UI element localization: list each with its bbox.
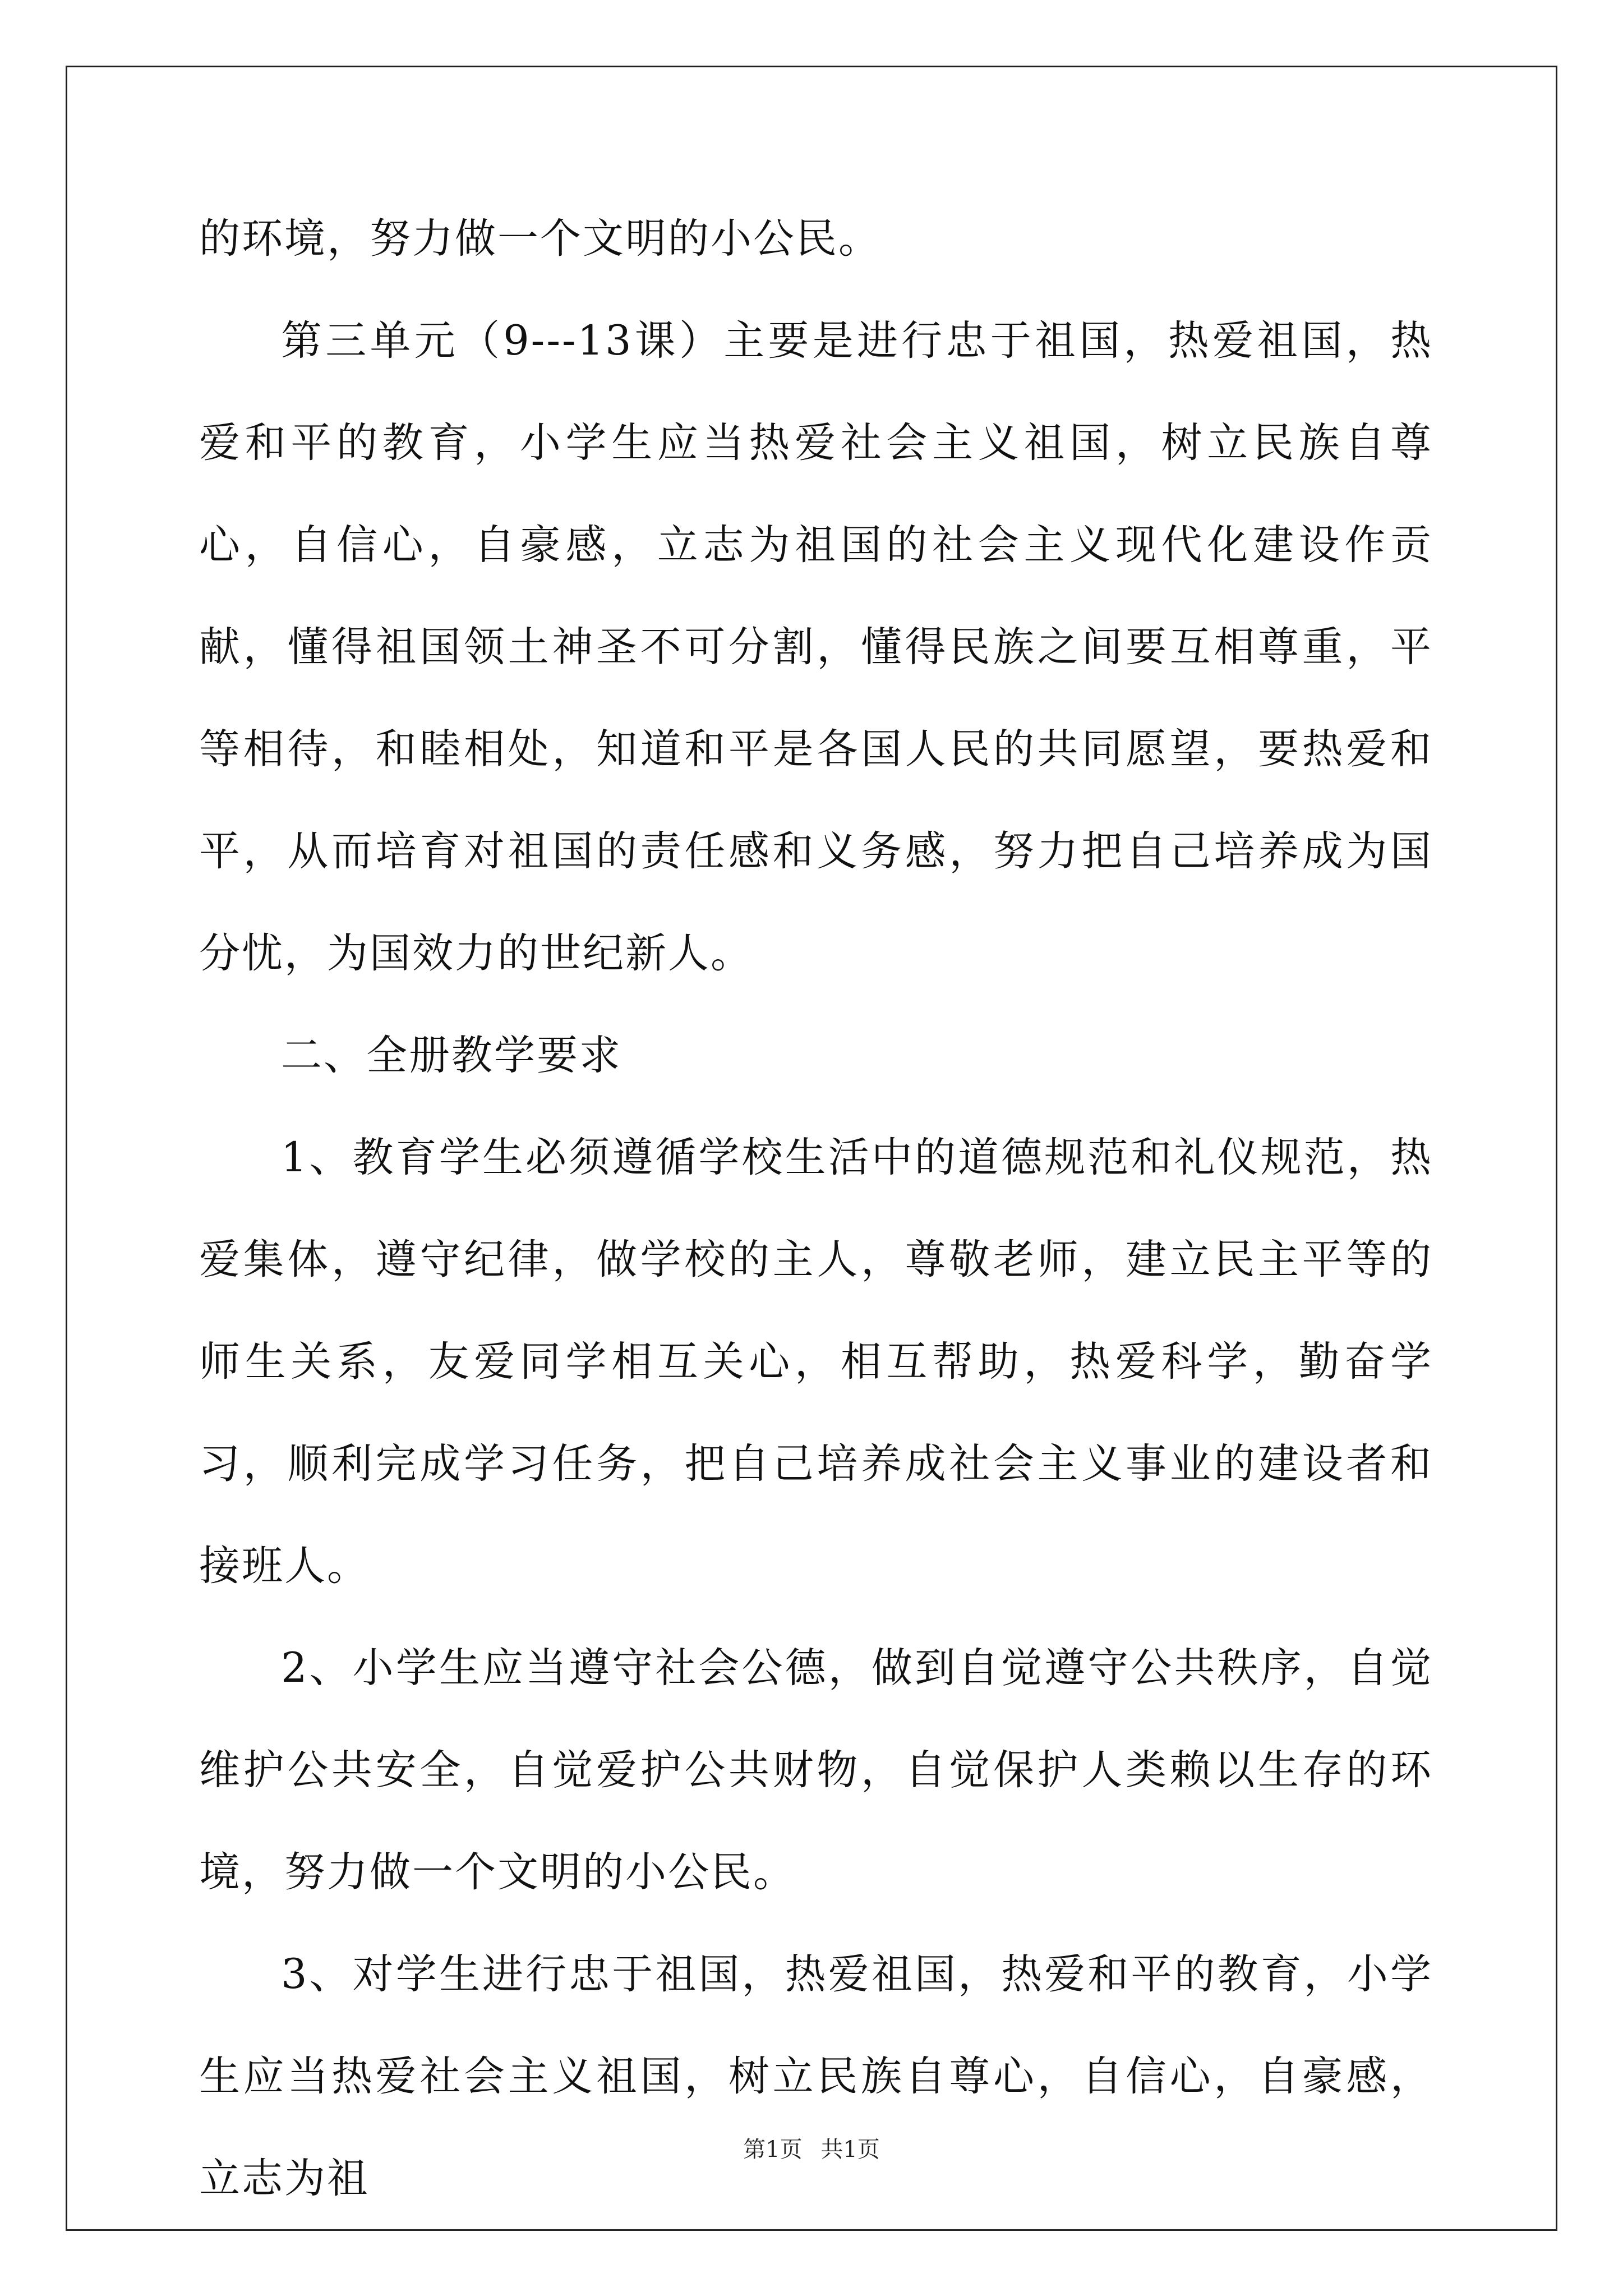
document-body bbox=[199, 188, 1433, 2230]
page-total: 共1页 bbox=[820, 2137, 880, 2162]
paragraph-requirement-1: 1、教育学生必须遵循学校生活中的道德规范和礼仪规范，热爱集体，遵守纪律，做学校的主人，尊敬老师，建立民主平等的师生关系，友爱同学相互关心，相互帮助，热爱科学，勤奋学习，顺利完成学习任务，把自己培养成社会主义事业的建设者和接班人。 bbox=[199, 1134, 1433, 1590]
paragraph-unit-three: 第三单元（9---13课）主要是进行忠于祖国，热爱祖国，热爱和平的教育，小学生应当热爱社会主义祖国，树立民族自尊心，自信心，自豪感，立志为祖国的社会主义现代化建设作贡献，懂得祖国领土神圣不可分割，懂得民族之间要互相尊重，平等相待，和睦相处，知道和平是各国人民的共同愿望，要热爱和平，从而培育对祖国的责任感和义务感，努力把自己培养成为国分忧，为国效力的世纪新人。 bbox=[199, 317, 1433, 977]
section-heading: 二、全册教学要求 bbox=[281, 1032, 622, 1079]
page-number: 第1页 bbox=[743, 2137, 803, 2162]
page-footer bbox=[0, 2132, 1623, 2164]
paragraph-requirement-2: 2、小学生应当遵守社会公德，做到自觉遵守公共秩序，自觉维护公共安全，自觉爱护公共财物，自觉保护人类赖以生存的环境，努力做一个文明的小公民。 bbox=[199, 1644, 1433, 1896]
paragraph-continuation: 的环境，努力做一个文明的小公民。 bbox=[199, 215, 881, 263]
paragraph-requirement-3: 3、对学生进行忠于祖国，热爱祖国，热爱和平的教育，小学生应当热爱社会主义祖国，树立民族自尊心，自信心，自豪感，立志为祖 bbox=[199, 1950, 1433, 2202]
